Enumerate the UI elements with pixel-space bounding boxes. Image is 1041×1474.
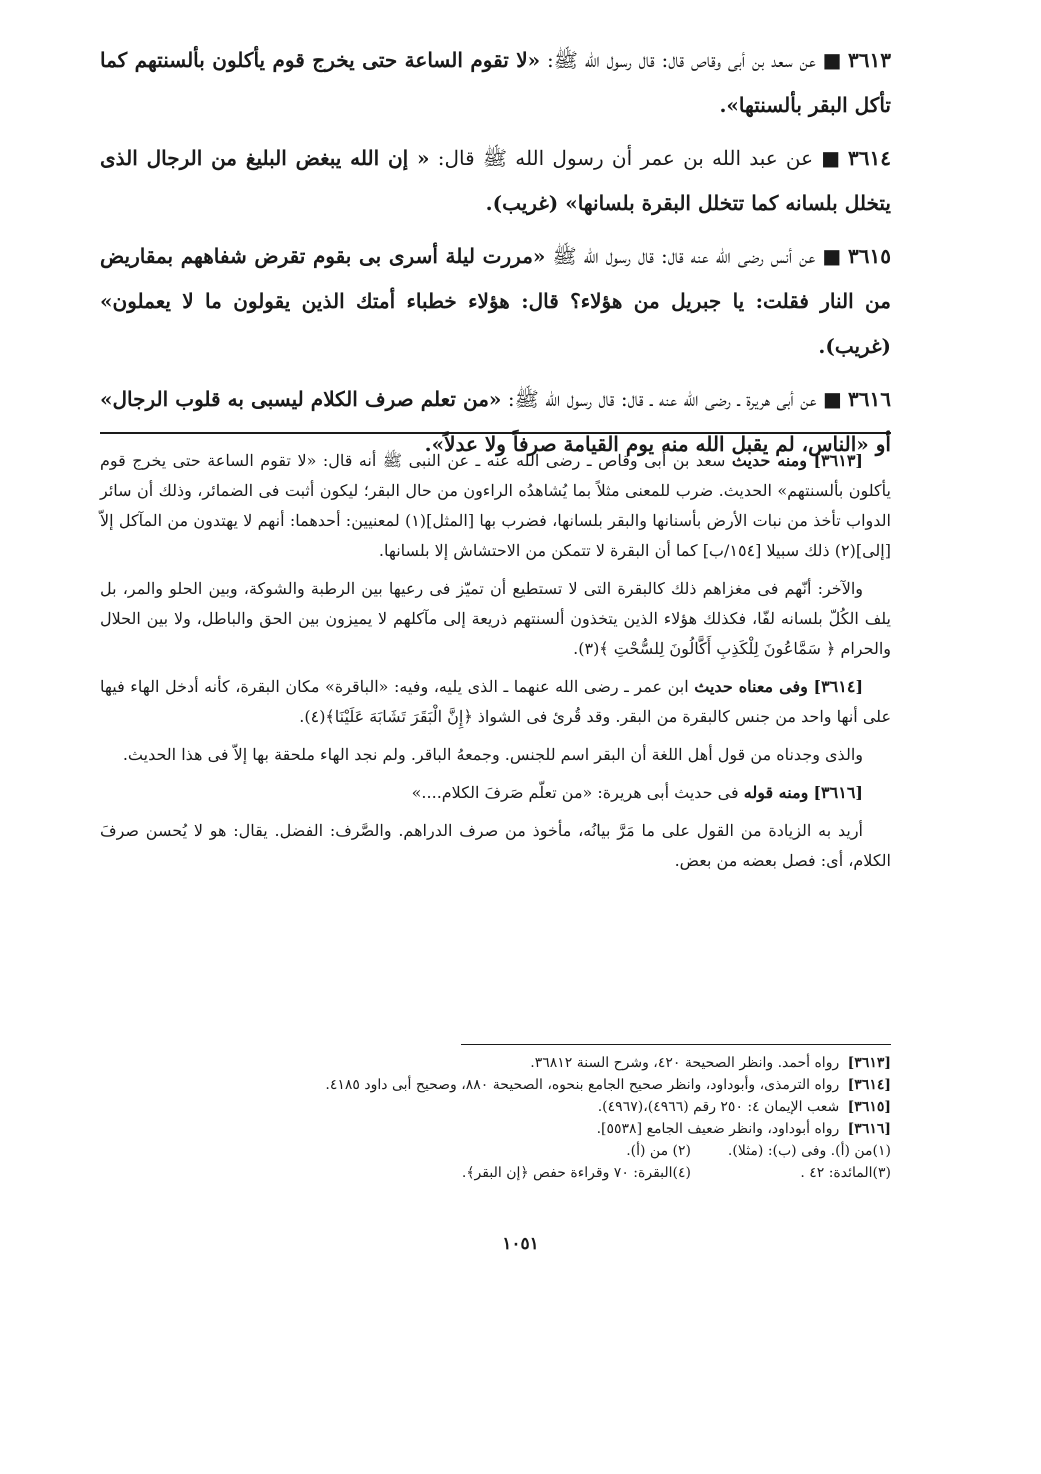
hadith-number-marker: ■ bbox=[816, 387, 843, 411]
source-note bbox=[100, 1118, 891, 1140]
source-notes bbox=[100, 1052, 891, 1184]
note-ref: [٣٦١٦] bbox=[847, 1121, 891, 1137]
hadith-number-marker: ■ bbox=[813, 146, 843, 170]
commentary-lead: وفى معناه حديث bbox=[694, 677, 808, 696]
note-text: شعب الإيمان ٤: ٢٥٠ رقم (٤٩٦٦)،(٤٩٦٧). bbox=[597, 1099, 840, 1115]
commentary-paragraph bbox=[100, 816, 891, 876]
hadith-text: «من تعلم صرف الكلام ليسبى به قلوب الرجال» أو «الناس، لم يقبل الله منه يوم القيامة صرفاً ولا عدلاً». bbox=[100, 387, 891, 456]
hadith-number-marker: ■ bbox=[815, 244, 843, 268]
commentary-section bbox=[100, 446, 891, 884]
commentary-text: فى حديث أبى هريرة: «من تعلّم صَرفَ الكلام....» bbox=[411, 783, 739, 802]
commentary-text: سعد بن أبى وقاص ـ رضى الله عنه ـ عن النبى ﷺ أنه قال: «لا تقوم الساعة حتى يخرج قوم يأكلون بألسنتهم» الحديث. ضرب للمعنى مثلاً بما يُشاهدُه الراءون من حال البقر؛ ليكون أثبت فى الضمائر، وذلك أن سائر الدواب تأخذ من نبات الأرض بأسنانها والبقر بلسانها، فضرب بها [المثل](١) لمعنيين: أحدهما: أنهم لا يهتدون من المآكل إلاّ [إلى](٢) ذلك سبيلا [١٥٤/ب] كما أن البقرة لا تتمكن من الاحتشاش إلا بلسانها. bbox=[100, 451, 892, 560]
hadith-intro: عن أنس رضى الله عنه قال: قال رسول الله ﷺ bbox=[552, 244, 816, 268]
commentary-paragraph bbox=[100, 778, 891, 808]
notes-divider bbox=[461, 1044, 891, 1045]
commentary-text: أريد به الزيادة من القول على ما مَرَّ بيانُه، مأخوذ من صرف الدراهم. والصَّرف: الفضل. يقال: هو لا يُحسن صرفَ الكلام، أى: فصل بعضه من بعض. bbox=[100, 821, 891, 870]
footnote: (٤)البقرة: ٧٠ وقراءة حفص ﴿إن البقر﴾. bbox=[461, 1165, 691, 1181]
hadith-3615 bbox=[100, 234, 891, 369]
hadith-section bbox=[100, 38, 891, 475]
note-text: رواه الترمذى، وأبوداود، وانظر صحيح الجامع بنحوه، الصحيحة ٨٨٠، وصحيح أبى داود ٤١٨٥. bbox=[325, 1077, 840, 1093]
hadith-3613 bbox=[100, 38, 891, 128]
commentary-paragraph bbox=[100, 446, 891, 566]
page-number: ١٠٥١ bbox=[502, 1234, 539, 1254]
commentary-ref: [٣٦١٣] bbox=[813, 451, 863, 470]
note-ref: [٣٦١٤] bbox=[847, 1077, 891, 1093]
source-note bbox=[100, 1074, 891, 1096]
source-note bbox=[100, 1052, 891, 1074]
commentary-text: ابن عمر ـ رضى الله عنهما ـ الذى يليه، وفيه: «الباقرة» مكان البقرة، كأنه أدخل الهاء فيها على أنها واحد من جنس كالبقرة من البقر. وقد قُرئ فى الشواذ ﴿إِنَّ الْبَقَرَ تَشَابَهَ عَلَيْنَا﴾(٤). bbox=[100, 677, 891, 726]
commentary-paragraph bbox=[100, 740, 891, 770]
note-ref: [٣٦١٥] bbox=[847, 1099, 891, 1115]
section-divider bbox=[100, 432, 891, 434]
commentary-ref: [٣٦١٤] bbox=[813, 677, 864, 696]
hadith-number: ٣٦١٤ bbox=[848, 146, 891, 170]
commentary-lead: ومنه حديث bbox=[731, 451, 807, 470]
commentary-text: والذى وجدناه من قول أهل اللغة أن البقر اسم للجنس. وجمعهُ الباقر. ولم نجد الهاء ملحقة بها إلاّ فى هذا الحديث. bbox=[122, 745, 863, 764]
note-text: رواه أحمد. وانظر الصحيحة ٤٢٠، وشرح السنة ٣٦٨١٢. bbox=[530, 1055, 840, 1071]
footnote-row bbox=[100, 1140, 891, 1162]
note-text: رواه أبوداود، وانظر ضعيف الجامع [٥٥٣٨]. bbox=[596, 1121, 840, 1137]
hadith-text: «مررت ليلة أسرى بى بقوم تقرض شفاههم بمقاريض من النار فقلت: يا جبريل من هؤلاء؟ قال: هؤلاء خطباء أمتك الذين يقولون ما لا يعملون» (غريب). bbox=[100, 244, 891, 358]
commentary-paragraph bbox=[100, 574, 891, 664]
note-ref: [٣٦١٣] bbox=[847, 1055, 891, 1071]
footnote: (٢) من (أ). bbox=[626, 1143, 691, 1159]
hadith-3614 bbox=[100, 136, 891, 226]
commentary-text: والآخر: أنّهم فى مغزاهم ذلك كالبقرة التى لا تستطيع أن تميّز فى رعيها بين الرطبة والشوكة، وبين الحلو والمر، بل يلف الكُلّ بلسانه لفّا، فكذلك هؤلاء الذين يتخذون ألسنتهم ذريعة إلى مآكلهم لا يميزون بين الحق والباطل، ولا بين الحلال والحرام ﴿ سَمَّاعُونَ لِلْكَذِبِ أَكَّالُونَ لِلسُّحْتِ ﴾(٣). bbox=[100, 579, 891, 658]
hadith-number: ٣٦١٦ bbox=[848, 387, 892, 411]
commentary-ref: [٣٦١٦] bbox=[813, 783, 863, 802]
footnote: (١)من (أ). وفى (ب): (مثلا). bbox=[727, 1143, 891, 1159]
commentary-lead: ومنه قوله bbox=[743, 783, 809, 802]
hadith-intro: عن عبد الله بن عمر أن رسول الله ﷺ قال: bbox=[437, 146, 814, 170]
source-note bbox=[100, 1096, 891, 1118]
hadith-number: ٣٦١٣ bbox=[848, 48, 891, 72]
hadith-number-marker: ■ bbox=[815, 48, 843, 72]
footnote: (٣)المائدة: ٤٢ . bbox=[800, 1165, 891, 1181]
footnote-row bbox=[100, 1162, 891, 1184]
hadith-intro: عن أبى هريرة ـ رضى الله عنه ـ قال: قال رسول الله ﷺ: bbox=[507, 387, 817, 411]
hadith-text: « إن الله يبغض البليغ من الرجال الذى يتخلل بلسانه كما تتخلل البقرة بلسانها» (غريب). bbox=[100, 146, 891, 215]
commentary-paragraph bbox=[100, 672, 891, 732]
hadith-number: ٣٦١٥ bbox=[848, 244, 891, 268]
hadith-text: «لا تقوم الساعة حتى يخرج قوم يأكلون بألسنتهم كما تأكل البقر بألسنتها». bbox=[100, 48, 891, 117]
hadith-intro: عن سعد بن أبى وقاص قال: قال رسول الله ﷺ: bbox=[547, 48, 816, 72]
